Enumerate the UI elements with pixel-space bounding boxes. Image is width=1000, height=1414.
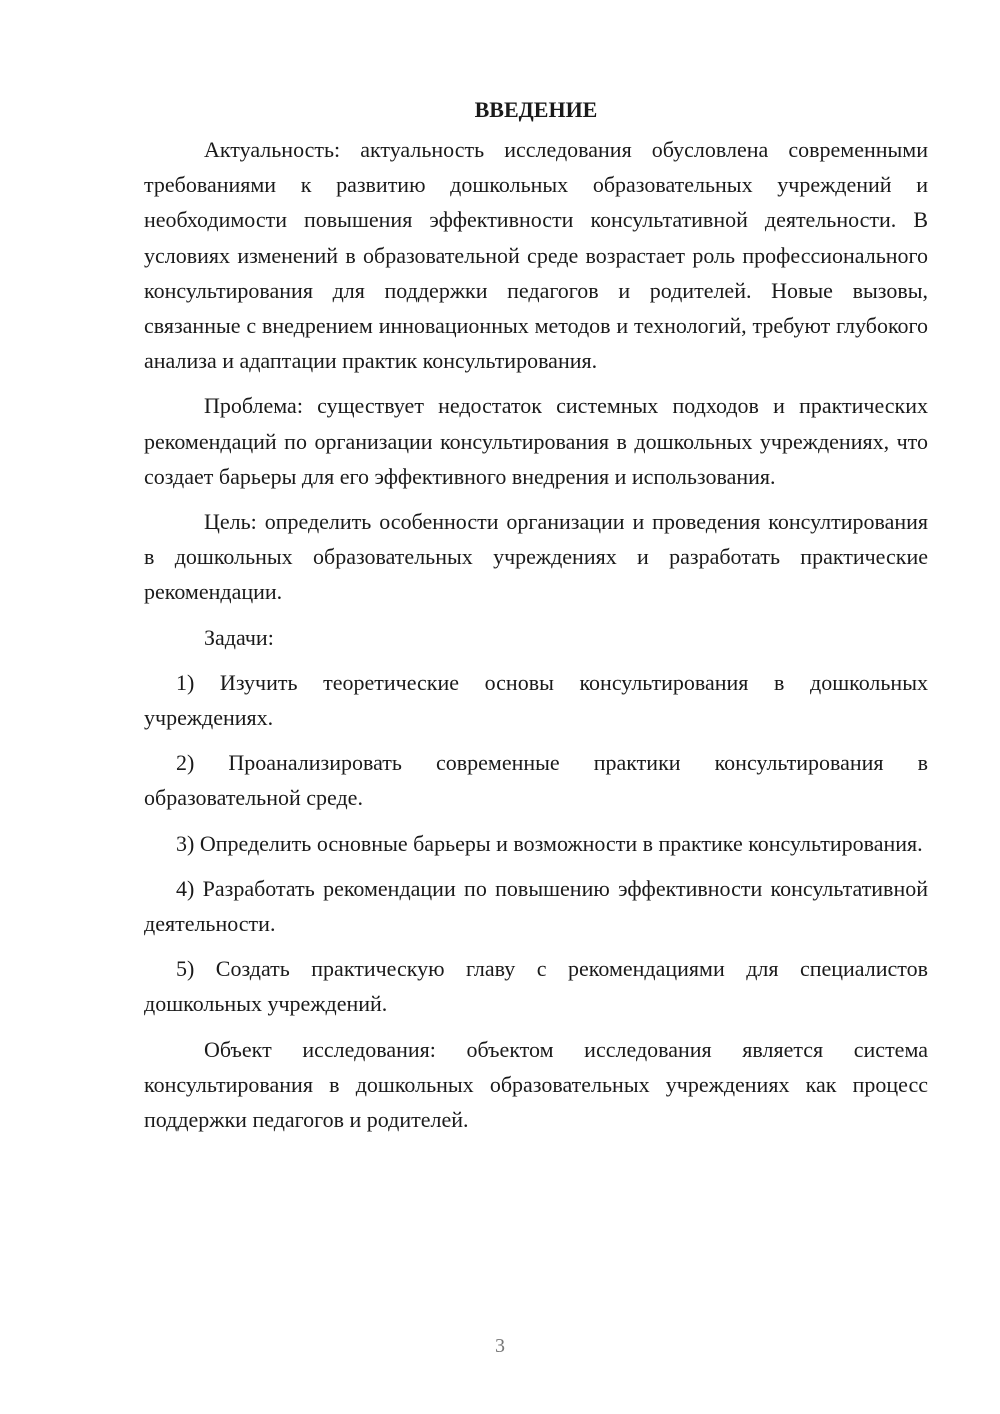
task-item-4: 4) Разработать рекомендации по повышению эффективности консультативной деятельности. [144,875,928,937]
task-item-2: 2) Проанализировать современные практики консультирования в образовательной среде. [144,750,928,811]
relevance-paragraph: Актуальность: актуальность исследования обусловлена современными требованиями к развитию дошкольных образовательных учреждений и необходимости повышения эффективности консультативной деятельности. В условиях изменений в образовательной среде возрастает роль профессионального консультирования для поддержки педагогов и родителей. Новые вызовы, связанные с внедрением инновационных методов и технологий, требуют глубокого анализа и адаптации практик консультирования. [144,137,928,374]
tasks-label: Задачи: [204,624,274,650]
task-item-5: 5) Создать практическую главу с рекомендациями для специалистов дошкольных учреждений. [144,956,928,1017]
task-item-3: 3) Определить основные барьеры и возможности в практике консультирования. [176,830,923,856]
document-page [144,92,928,1137]
page-number: 3 [495,1335,505,1357]
problem-paragraph: Проблема: существует недостаток системных подходов и практических рекомендаций по организации консультирования в дошкольных учреждениях, что создает барьеры для его эффективного внедрения и использования. [144,393,928,489]
goal-paragraph: Цель: определить особенности организации и проведения консултирования в дошкольных образовательных учреждениях и разработать практические рекомендации. [144,509,928,605]
object-paragraph: Объект исследования: объектом исследования является система консультирования в дошкольных образовательных учреждениях как процесс поддержки педагогов и родителей. [144,1036,928,1133]
task-item-1: 1) Изучить теоретические основы консультирования в дошкольных учреждениях. [144,669,928,731]
page-title: ВВЕДЕНИЕ [474,97,598,122]
